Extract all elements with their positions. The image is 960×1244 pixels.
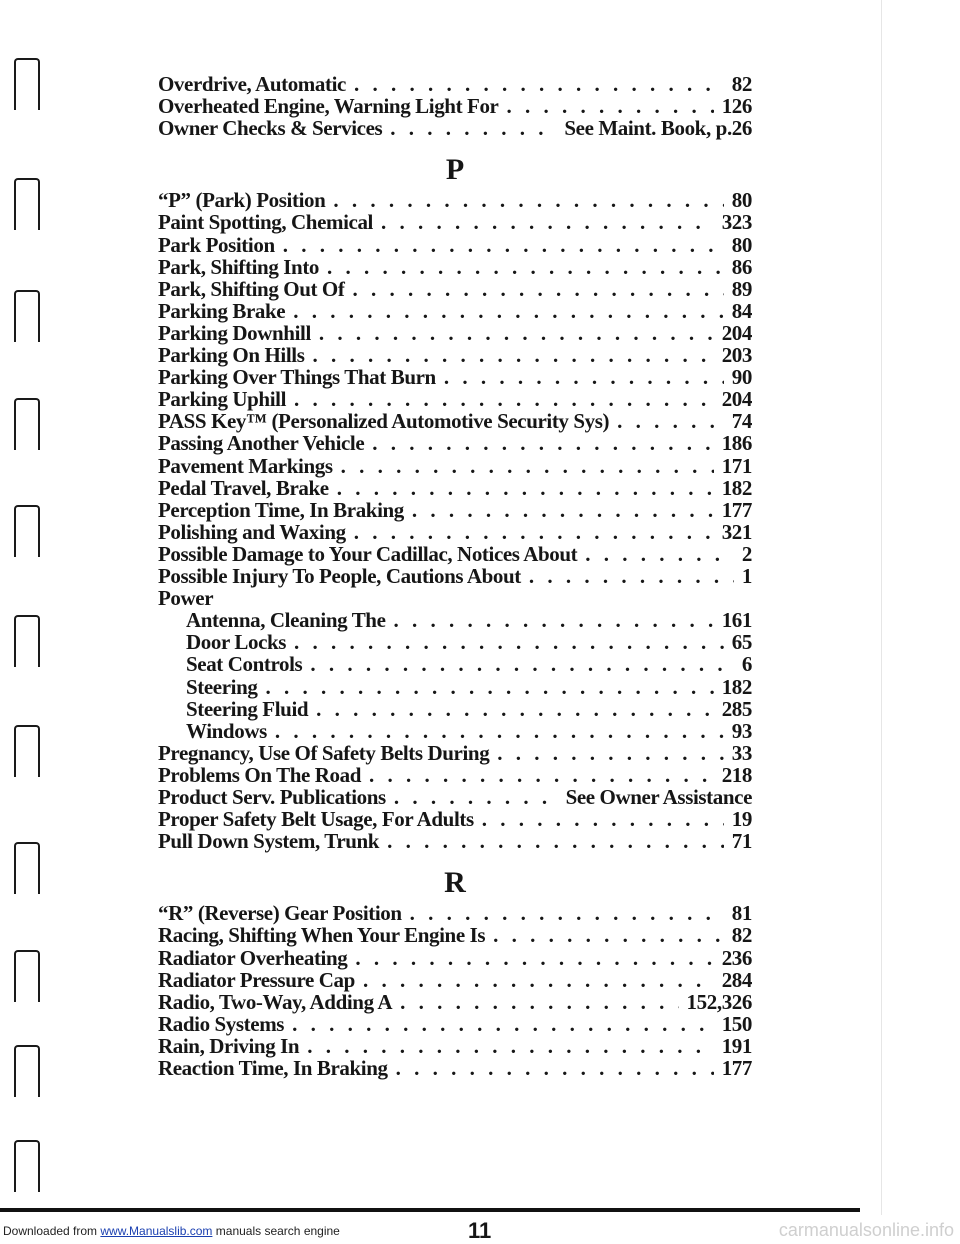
dot-leader <box>482 808 724 831</box>
dot-leader <box>387 830 724 853</box>
entry-page-ref: 33 <box>731 740 752 765</box>
entry-page-ref: 80 <box>731 188 752 213</box>
index-entry <box>158 543 752 566</box>
index-subentry <box>186 676 752 699</box>
entry-page-ref: See Maint. Book, p.26 <box>564 116 752 141</box>
punch-hole-icon <box>14 950 40 1002</box>
dot-leader <box>312 344 713 367</box>
punch-hole-icon <box>14 842 40 894</box>
dot-leader <box>381 211 714 234</box>
index-entry <box>158 322 752 345</box>
index-entry <box>158 786 752 809</box>
entry-term: Overheated Engine, Warning Light For <box>158 94 499 119</box>
entry-page-ref: 177 <box>721 1056 752 1080</box>
entry-term: Rain, Driving In <box>158 1033 300 1058</box>
entry-term: Proper Safety Belt Usage, For Adults <box>158 807 474 832</box>
entry-page-ref: 86 <box>731 254 752 279</box>
entry-page-ref: 285 <box>721 696 752 721</box>
index-entry <box>158 1013 752 1036</box>
index-entry <box>158 991 752 1014</box>
binding-holes <box>0 0 60 1210</box>
index-entry <box>158 902 752 925</box>
punch-hole-icon <box>14 398 40 450</box>
entry-page-ref: 171 <box>721 453 752 478</box>
index-entry <box>158 808 752 831</box>
entry-term: Parking Brake <box>158 298 286 323</box>
dot-leader <box>529 565 734 588</box>
index-entry <box>158 256 752 279</box>
entry-term: Product Serv. Publications <box>158 785 386 809</box>
dot-leader <box>292 1013 714 1036</box>
entry-page-ref: 1 <box>741 564 752 588</box>
entry-page-ref: 182 <box>721 475 752 500</box>
dot-leader <box>316 698 714 721</box>
entry-term: Perception Time, In Braking <box>158 497 404 522</box>
entry-page-ref: 19 <box>731 807 752 832</box>
index-entry <box>158 924 752 947</box>
entry-page-ref: 161 <box>721 608 752 633</box>
entry-page-ref: 284 <box>721 967 752 992</box>
entry-term: “R” (Reverse) Gear Position <box>158 901 402 926</box>
index-subentry <box>186 631 752 654</box>
entry-term: Owner Checks & Services <box>158 116 383 141</box>
index-subentry <box>186 653 752 676</box>
dot-leader <box>585 543 734 566</box>
dot-leader <box>327 256 724 279</box>
index-entry <box>158 587 752 610</box>
entry-term: Pull Down System, Trunk <box>158 829 380 854</box>
index-entry <box>158 499 752 522</box>
entry-term: Possible Damage to Your Cadillac, Notices About <box>158 541 578 566</box>
index-entry <box>158 234 752 257</box>
entry-page-ref: 150 <box>721 1011 752 1036</box>
punch-hole-icon <box>14 290 40 342</box>
dot-leader <box>394 609 714 632</box>
entry-page-ref: 218 <box>721 762 752 787</box>
entry-page-ref: 204 <box>721 320 752 345</box>
dot-leader <box>493 924 724 947</box>
dot-leader <box>390 117 556 140</box>
dot-leader <box>294 631 724 654</box>
punch-hole-icon <box>14 725 40 777</box>
index-entry <box>158 344 752 367</box>
entry-term: Parking Over Things That Burn <box>158 365 436 390</box>
index-entry <box>158 477 752 500</box>
entry-page-ref: 82 <box>731 923 752 948</box>
entry-page-ref: 2 <box>741 541 752 566</box>
entry-term: Problems On The Road <box>158 762 362 787</box>
entry-term: Reaction Time, In Braking <box>158 1056 388 1080</box>
index-entry <box>158 278 752 301</box>
index-entry <box>158 521 752 544</box>
entry-page-ref: 186 <box>721 431 752 456</box>
entry-page-ref: 126 <box>721 94 752 119</box>
index-entry <box>158 742 752 765</box>
entry-term: Passing Another Vehicle <box>158 431 365 456</box>
index-entry <box>158 969 752 992</box>
entry-page-ref: 90 <box>731 365 752 390</box>
entry-term: Polishing and Waxing <box>158 519 346 544</box>
entry-term: Radio, Two-Way, Adding A <box>158 989 393 1014</box>
entry-page-ref: 191 <box>721 1033 752 1058</box>
entry-page-ref: 236 <box>721 945 752 970</box>
dot-leader <box>354 521 714 544</box>
entry-page-ref: 74 <box>731 409 752 434</box>
dot-leader <box>341 455 714 478</box>
dot-leader <box>283 234 724 257</box>
dot-leader <box>333 189 723 212</box>
dot-leader <box>394 786 558 809</box>
index-entry <box>158 117 752 140</box>
punch-hole-icon <box>14 1045 40 1097</box>
index-entry <box>158 95 752 118</box>
dot-leader <box>412 499 714 522</box>
entry-term: Windows <box>186 718 267 743</box>
index-entry <box>158 565 752 588</box>
dot-leader <box>294 388 714 411</box>
entry-term: Possible Injury To People, Cautions About <box>158 564 521 588</box>
entry-page-ref: See Owner Assistance <box>565 785 752 809</box>
dot-leader <box>506 95 713 118</box>
dot-leader <box>275 720 724 743</box>
entry-term: Pavement Markings <box>158 453 333 478</box>
dot-leader <box>352 278 723 301</box>
entry-term: Steering Fluid <box>186 696 309 721</box>
dot-leader <box>372 432 713 455</box>
entry-page-ref: 71 <box>731 829 752 854</box>
entry-page-ref: 81 <box>731 901 752 926</box>
entry-term: Park, Shifting Into <box>158 254 320 279</box>
dot-leader <box>617 410 724 433</box>
entry-term: Radio Systems <box>158 1011 285 1036</box>
entry-term: Parking On Hills <box>158 343 305 367</box>
entry-page-ref: 321 <box>721 519 752 544</box>
entry-term: Paint Spotting, Chemical <box>158 210 373 235</box>
dot-leader <box>444 366 724 389</box>
punch-hole-icon <box>14 615 40 667</box>
section-letter: R <box>444 866 466 900</box>
dot-leader <box>497 742 724 765</box>
index-entry <box>158 189 752 212</box>
entry-page-ref: 65 <box>731 630 752 655</box>
entry-term: Radiator Overheating <box>158 945 348 970</box>
entry-term: PASS Key™ (Personalized Automotive Security Sys) <box>158 409 610 434</box>
manualslib-link[interactable]: www.Manualslib.com <box>100 1224 213 1238</box>
index-subentry <box>186 609 752 632</box>
punch-hole-icon <box>14 1140 40 1192</box>
entry-term: Power <box>158 586 214 611</box>
entry-page-ref: 93 <box>731 718 752 743</box>
index-entry <box>158 388 752 411</box>
dot-leader <box>355 947 713 970</box>
dot-leader <box>307 1035 713 1058</box>
footer-rule <box>0 1208 860 1212</box>
index-entry <box>158 211 752 234</box>
entry-page-ref: 80 <box>731 232 752 257</box>
dot-leader <box>396 1057 714 1080</box>
dot-leader <box>354 73 724 96</box>
index-entry <box>158 366 752 389</box>
entry-page-ref: 84 <box>731 298 752 323</box>
entry-term: Park Position <box>158 232 275 257</box>
entry-term: Overdrive, Automatic <box>158 72 346 96</box>
punch-hole-icon <box>14 58 40 110</box>
index-entry <box>158 947 752 970</box>
download-notice-prefix: Downloaded from <box>3 1224 101 1238</box>
entry-page-ref: 6 <box>741 652 752 677</box>
punch-hole-icon <box>14 505 40 557</box>
dot-leader <box>319 322 714 345</box>
entry-term: Door Locks <box>186 630 287 655</box>
entry-term: “P” (Park) Position <box>158 188 326 213</box>
index-entry <box>158 432 752 455</box>
index-entry <box>158 830 752 853</box>
index-entry <box>158 764 752 787</box>
dot-leader <box>369 764 714 787</box>
entry-term: Pedal Travel, Brake <box>158 475 329 500</box>
index-subentry <box>186 698 752 721</box>
dot-leader <box>410 902 724 925</box>
entry-term: Pregnancy, Use Of Safety Belts During <box>158 740 490 765</box>
entry-term: Park, Shifting Out Of <box>158 276 345 301</box>
punch-hole-icon <box>14 178 40 230</box>
entry-page-ref: 323 <box>721 210 752 235</box>
entry-page-ref: 203 <box>721 343 752 367</box>
entry-term: Antenna, Cleaning The <box>186 608 386 633</box>
dot-leader <box>337 477 714 500</box>
index-entry <box>158 1035 752 1058</box>
entry-term: Parking Uphill <box>158 387 287 412</box>
index-entry <box>158 410 752 433</box>
dot-leader <box>310 653 734 676</box>
section-letter: P <box>445 153 465 187</box>
entry-page-ref: 89 <box>731 276 752 301</box>
entry-term: Radiator Pressure Cap <box>158 967 355 992</box>
dot-leader <box>265 676 713 699</box>
page-edge-line <box>881 0 882 1215</box>
entry-page-ref: 204 <box>721 387 752 412</box>
index-entry <box>158 73 752 96</box>
download-notice-suffix: manuals search engine <box>212 1224 340 1238</box>
dot-leader <box>293 300 724 323</box>
entry-page-ref: 182 <box>721 674 752 699</box>
entry-page-ref: 152,326 <box>686 989 752 1014</box>
entry-page-ref: 177 <box>721 497 752 522</box>
index-subentry <box>186 720 752 743</box>
entry-page-ref: 82 <box>731 72 752 96</box>
download-notice <box>3 1224 340 1238</box>
watermark: carmanualsonline.info <box>778 1220 954 1240</box>
entry-term: Racing, Shifting When Your Engine Is <box>158 923 486 948</box>
entry-term: Parking Downhill <box>158 320 311 345</box>
index-entry <box>158 1057 752 1080</box>
page-number: 11 <box>468 1218 492 1243</box>
index-entry <box>158 300 752 323</box>
entry-term: Steering <box>186 674 258 699</box>
entry-term: Seat Controls <box>186 652 303 677</box>
dot-leader <box>400 991 678 1014</box>
dot-leader <box>363 969 714 992</box>
index-entry <box>158 455 752 478</box>
